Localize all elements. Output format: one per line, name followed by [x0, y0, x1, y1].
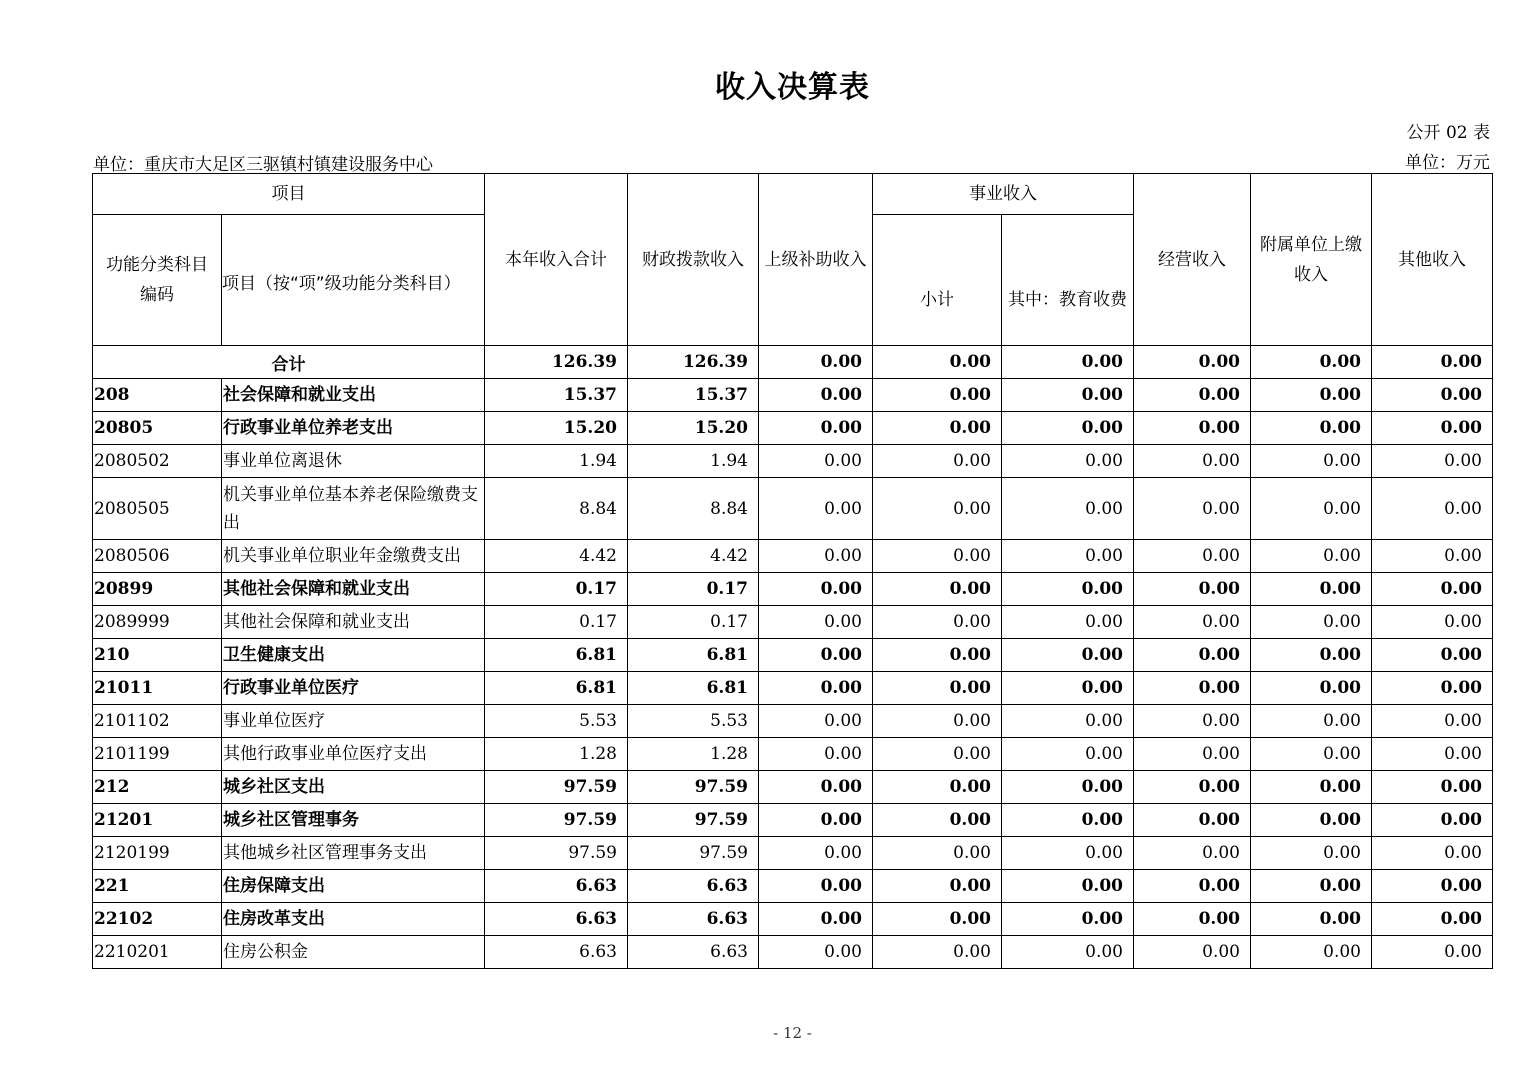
- total-cell: 0.00: [1251, 346, 1372, 379]
- table-row: [93, 903, 1493, 936]
- header-edu: 其中：教育收费: [1002, 215, 1134, 346]
- row-value: 0.00: [1372, 412, 1493, 445]
- row-name: 机关事业单位职业年金缴费支出: [222, 540, 485, 573]
- row-value: 97.59: [485, 804, 628, 837]
- row-value: 0.00: [1002, 445, 1134, 478]
- row-code: 210: [93, 639, 222, 672]
- row-value: 4.42: [628, 540, 759, 573]
- row-code: 21201: [93, 804, 222, 837]
- row-value: 0.00: [1251, 639, 1372, 672]
- header-name: 项目（按“项”级功能分类科目）: [222, 215, 485, 346]
- row-value: 0.00: [1251, 672, 1372, 705]
- table-row: [93, 412, 1493, 445]
- row-name: 住房公积金: [222, 936, 485, 969]
- row-value: 0.00: [1134, 804, 1251, 837]
- row-value: 1.94: [485, 445, 628, 478]
- row-name: 事业单位离退休: [222, 445, 485, 478]
- row-code: 2080502: [93, 445, 222, 478]
- row-value: 0.00: [1372, 379, 1493, 412]
- row-value: 0.17: [485, 573, 628, 606]
- row-value: 1.28: [485, 738, 628, 771]
- row-name: 其他行政事业单位医疗支出: [222, 738, 485, 771]
- table-row: [93, 738, 1493, 771]
- row-value: 0.00: [1251, 573, 1372, 606]
- row-value: 0.00: [759, 639, 873, 672]
- row-code: 21011: [93, 672, 222, 705]
- header-total: 本年收入合计: [485, 174, 628, 346]
- row-value: 0.00: [873, 837, 1002, 870]
- row-value: 1.28: [628, 738, 759, 771]
- total-cell: 126.39: [628, 346, 759, 379]
- row-value: 0.00: [873, 903, 1002, 936]
- row-value: 0.00: [759, 771, 873, 804]
- table-row: [93, 573, 1493, 606]
- row-value: 0.00: [1002, 478, 1134, 540]
- row-value: 0.00: [759, 412, 873, 445]
- row-value: 0.00: [1372, 478, 1493, 540]
- total-cell: 0.00: [759, 346, 873, 379]
- row-value: 6.63: [628, 870, 759, 903]
- total-cell: 126.39: [485, 346, 628, 379]
- header-subtotal: 小计: [873, 215, 1002, 346]
- row-value: 0.00: [1002, 771, 1134, 804]
- row-value: 0.00: [1134, 936, 1251, 969]
- row-code: 208: [93, 379, 222, 412]
- row-code: 2101102: [93, 705, 222, 738]
- row-value: 0.00: [873, 870, 1002, 903]
- row-value: 0.00: [1134, 379, 1251, 412]
- header-affiliate: 附属单位上缴收入: [1251, 174, 1372, 346]
- total-row: [93, 346, 1493, 379]
- table-row: [93, 379, 1493, 412]
- row-value: 0.00: [1002, 379, 1134, 412]
- row-name: 事业单位医疗: [222, 705, 485, 738]
- header-other: 其他收入: [1372, 174, 1493, 346]
- row-value: 0.00: [759, 379, 873, 412]
- row-value: 0.00: [1251, 445, 1372, 478]
- row-value: 0.00: [759, 738, 873, 771]
- row-value: 0.00: [1134, 412, 1251, 445]
- row-name: 行政事业单位养老支出: [222, 412, 485, 445]
- row-name: 社会保障和就业支出: [222, 379, 485, 412]
- row-value: 0.00: [759, 445, 873, 478]
- row-value: 0.00: [1134, 672, 1251, 705]
- row-value: 0.17: [628, 606, 759, 639]
- row-value: 0.00: [1372, 672, 1493, 705]
- row-value: 0.00: [1251, 412, 1372, 445]
- row-name: 其他社会保障和就业支出: [222, 606, 485, 639]
- header-superior: 上级补助收入: [759, 174, 873, 346]
- row-value: 0.00: [1002, 903, 1134, 936]
- row-value: 0.00: [759, 606, 873, 639]
- header-code: 功能分类科目编码: [93, 215, 222, 346]
- row-value: 0.00: [1134, 478, 1251, 540]
- row-value: 0.00: [1372, 771, 1493, 804]
- row-value: 0.00: [1002, 573, 1134, 606]
- revenue-table: [92, 173, 1493, 969]
- row-value: 0.00: [1002, 804, 1134, 837]
- row-value: 0.00: [1134, 738, 1251, 771]
- row-value: 0.00: [1372, 540, 1493, 573]
- row-value: 0.00: [873, 379, 1002, 412]
- row-value: 0.00: [759, 705, 873, 738]
- row-value: 0.00: [873, 705, 1002, 738]
- row-value: 0.00: [1251, 478, 1372, 540]
- total-label: 合计: [93, 346, 485, 379]
- row-code: 20805: [93, 412, 222, 445]
- row-value: 0.00: [873, 738, 1002, 771]
- row-value: 0.00: [1134, 870, 1251, 903]
- page-title: 收入决算表: [715, 70, 870, 105]
- row-value: 0.00: [1134, 705, 1251, 738]
- row-value: 0.00: [873, 804, 1002, 837]
- row-code: 212: [93, 771, 222, 804]
- row-name: 住房改革支出: [222, 903, 485, 936]
- table-row: [93, 672, 1493, 705]
- row-value: 6.63: [485, 870, 628, 903]
- row-value: 0.00: [1002, 936, 1134, 969]
- row-value: 0.00: [1372, 837, 1493, 870]
- row-value: 0.00: [1002, 412, 1134, 445]
- row-value: 6.81: [628, 672, 759, 705]
- row-value: 0.00: [873, 445, 1002, 478]
- header-project: 项目: [93, 174, 485, 215]
- row-name: 行政事业单位医疗: [222, 672, 485, 705]
- row-value: 0.00: [873, 672, 1002, 705]
- row-value: 0.00: [1002, 639, 1134, 672]
- row-code: 2080505: [93, 478, 222, 540]
- row-value: 15.20: [485, 412, 628, 445]
- row-value: 6.63: [628, 903, 759, 936]
- row-name: 其他城乡社区管理事务支出: [222, 837, 485, 870]
- row-value: 0.00: [1134, 606, 1251, 639]
- table-row: [93, 936, 1493, 969]
- total-cell: 0.00: [1372, 346, 1493, 379]
- row-value: 0.00: [1002, 672, 1134, 705]
- row-code: 2080506: [93, 540, 222, 573]
- row-value: 0.00: [1372, 870, 1493, 903]
- row-code: 2101199: [93, 738, 222, 771]
- row-value: 0.00: [873, 540, 1002, 573]
- row-value: 0.00: [1372, 903, 1493, 936]
- row-code: 221: [93, 870, 222, 903]
- table-row: [93, 606, 1493, 639]
- header-fiscal: 财政拨款收入: [628, 174, 759, 346]
- row-value: 0.00: [1134, 540, 1251, 573]
- row-code: 2210201: [93, 936, 222, 969]
- table-row: [93, 540, 1493, 573]
- row-value: 6.63: [485, 903, 628, 936]
- row-code: 2089999: [93, 606, 222, 639]
- row-value: 0.00: [1251, 936, 1372, 969]
- total-cell: 0.00: [1002, 346, 1134, 379]
- total-cell: 0.00: [1134, 346, 1251, 379]
- row-value: 0.00: [1372, 738, 1493, 771]
- row-value: 0.00: [1251, 870, 1372, 903]
- row-value: 97.59: [628, 804, 759, 837]
- row-value: 0.00: [873, 771, 1002, 804]
- row-value: 0.00: [1251, 837, 1372, 870]
- unit-name: 单位：重庆市大足区三驱镇村镇建设服务中心: [93, 155, 433, 175]
- row-code: 2120199: [93, 837, 222, 870]
- row-value: 0.00: [873, 412, 1002, 445]
- row-value: 0.00: [1134, 445, 1251, 478]
- row-value: 0.00: [1134, 639, 1251, 672]
- table-row: [93, 705, 1493, 738]
- row-value: 0.00: [759, 672, 873, 705]
- header-operating: 经营收入: [1134, 174, 1251, 346]
- row-value: 15.37: [628, 379, 759, 412]
- row-code: 22102: [93, 903, 222, 936]
- row-value: 0.00: [1134, 837, 1251, 870]
- row-value: 0.00: [1372, 936, 1493, 969]
- row-value: 0.00: [1134, 903, 1251, 936]
- row-value: 8.84: [485, 478, 628, 540]
- table-row: [93, 771, 1493, 804]
- row-value: 97.59: [628, 771, 759, 804]
- row-value: 0.00: [1251, 903, 1372, 936]
- row-value: 0.00: [1002, 606, 1134, 639]
- row-value: 0.00: [1251, 705, 1372, 738]
- row-value: 0.00: [759, 540, 873, 573]
- total-cell: 0.00: [873, 346, 1002, 379]
- row-name: 住房保障支出: [222, 870, 485, 903]
- row-value: 0.00: [759, 573, 873, 606]
- row-value: 6.63: [485, 936, 628, 969]
- row-value: 6.63: [628, 936, 759, 969]
- row-value: 0.00: [873, 936, 1002, 969]
- row-value: 5.53: [485, 705, 628, 738]
- table-row: [93, 804, 1493, 837]
- row-value: 0.00: [1134, 771, 1251, 804]
- row-value: 0.00: [1372, 573, 1493, 606]
- row-value: 0.00: [1002, 540, 1134, 573]
- row-value: 0.00: [1372, 804, 1493, 837]
- row-value: 0.00: [759, 478, 873, 540]
- row-value: 0.00: [759, 936, 873, 969]
- row-value: 0.00: [1134, 573, 1251, 606]
- row-value: 0.00: [873, 606, 1002, 639]
- row-value: 6.81: [628, 639, 759, 672]
- row-value: 0.00: [1002, 837, 1134, 870]
- row-code: 20899: [93, 573, 222, 606]
- row-value: 0.00: [759, 870, 873, 903]
- row-value: 1.94: [628, 445, 759, 478]
- row-value: 97.59: [628, 837, 759, 870]
- row-value: 0.00: [1251, 804, 1372, 837]
- row-name: 其他社会保障和就业支出: [222, 573, 485, 606]
- row-value: 0.00: [1251, 379, 1372, 412]
- row-value: 0.00: [759, 903, 873, 936]
- row-value: 0.00: [1372, 705, 1493, 738]
- row-value: 6.81: [485, 639, 628, 672]
- row-value: 0.00: [1372, 445, 1493, 478]
- table-row: [93, 870, 1493, 903]
- row-value: 4.42: [485, 540, 628, 573]
- row-value: 0.00: [1372, 606, 1493, 639]
- row-value: 0.00: [873, 639, 1002, 672]
- row-value: 0.00: [759, 837, 873, 870]
- row-value: 15.20: [628, 412, 759, 445]
- table-row: [93, 837, 1493, 870]
- row-value: 0.00: [873, 573, 1002, 606]
- row-name: 机关事业单位基本养老保险缴费支出: [222, 478, 485, 540]
- header-business-group: 事业收入: [873, 174, 1134, 215]
- row-value: 8.84: [628, 478, 759, 540]
- row-value: 0.00: [1002, 705, 1134, 738]
- row-value: 5.53: [628, 705, 759, 738]
- row-value: 0.00: [873, 478, 1002, 540]
- row-value: 0.17: [628, 573, 759, 606]
- row-value: 97.59: [485, 837, 628, 870]
- table-row: [93, 639, 1493, 672]
- row-value: 0.00: [1002, 738, 1134, 771]
- row-value: 0.00: [1251, 771, 1372, 804]
- row-value: 0.00: [1002, 870, 1134, 903]
- row-value: 0.00: [759, 804, 873, 837]
- row-value: 0.00: [1372, 639, 1493, 672]
- table-row: [93, 445, 1493, 478]
- table-row: [93, 478, 1493, 540]
- row-name: 城乡社区管理事务: [222, 804, 485, 837]
- row-name: 卫生健康支出: [222, 639, 485, 672]
- row-value: 0.00: [1251, 606, 1372, 639]
- row-value: 0.17: [485, 606, 628, 639]
- row-value: 15.37: [485, 379, 628, 412]
- form-number: 公开 02 表: [1406, 123, 1490, 143]
- row-value: 6.81: [485, 672, 628, 705]
- row-value: 97.59: [485, 771, 628, 804]
- row-value: 0.00: [1251, 540, 1372, 573]
- row-value: 0.00: [1251, 738, 1372, 771]
- currency-unit: 单位：万元: [1405, 153, 1490, 173]
- row-name: 城乡社区支出: [222, 771, 485, 804]
- page-number: - 12 -: [773, 1024, 812, 1042]
